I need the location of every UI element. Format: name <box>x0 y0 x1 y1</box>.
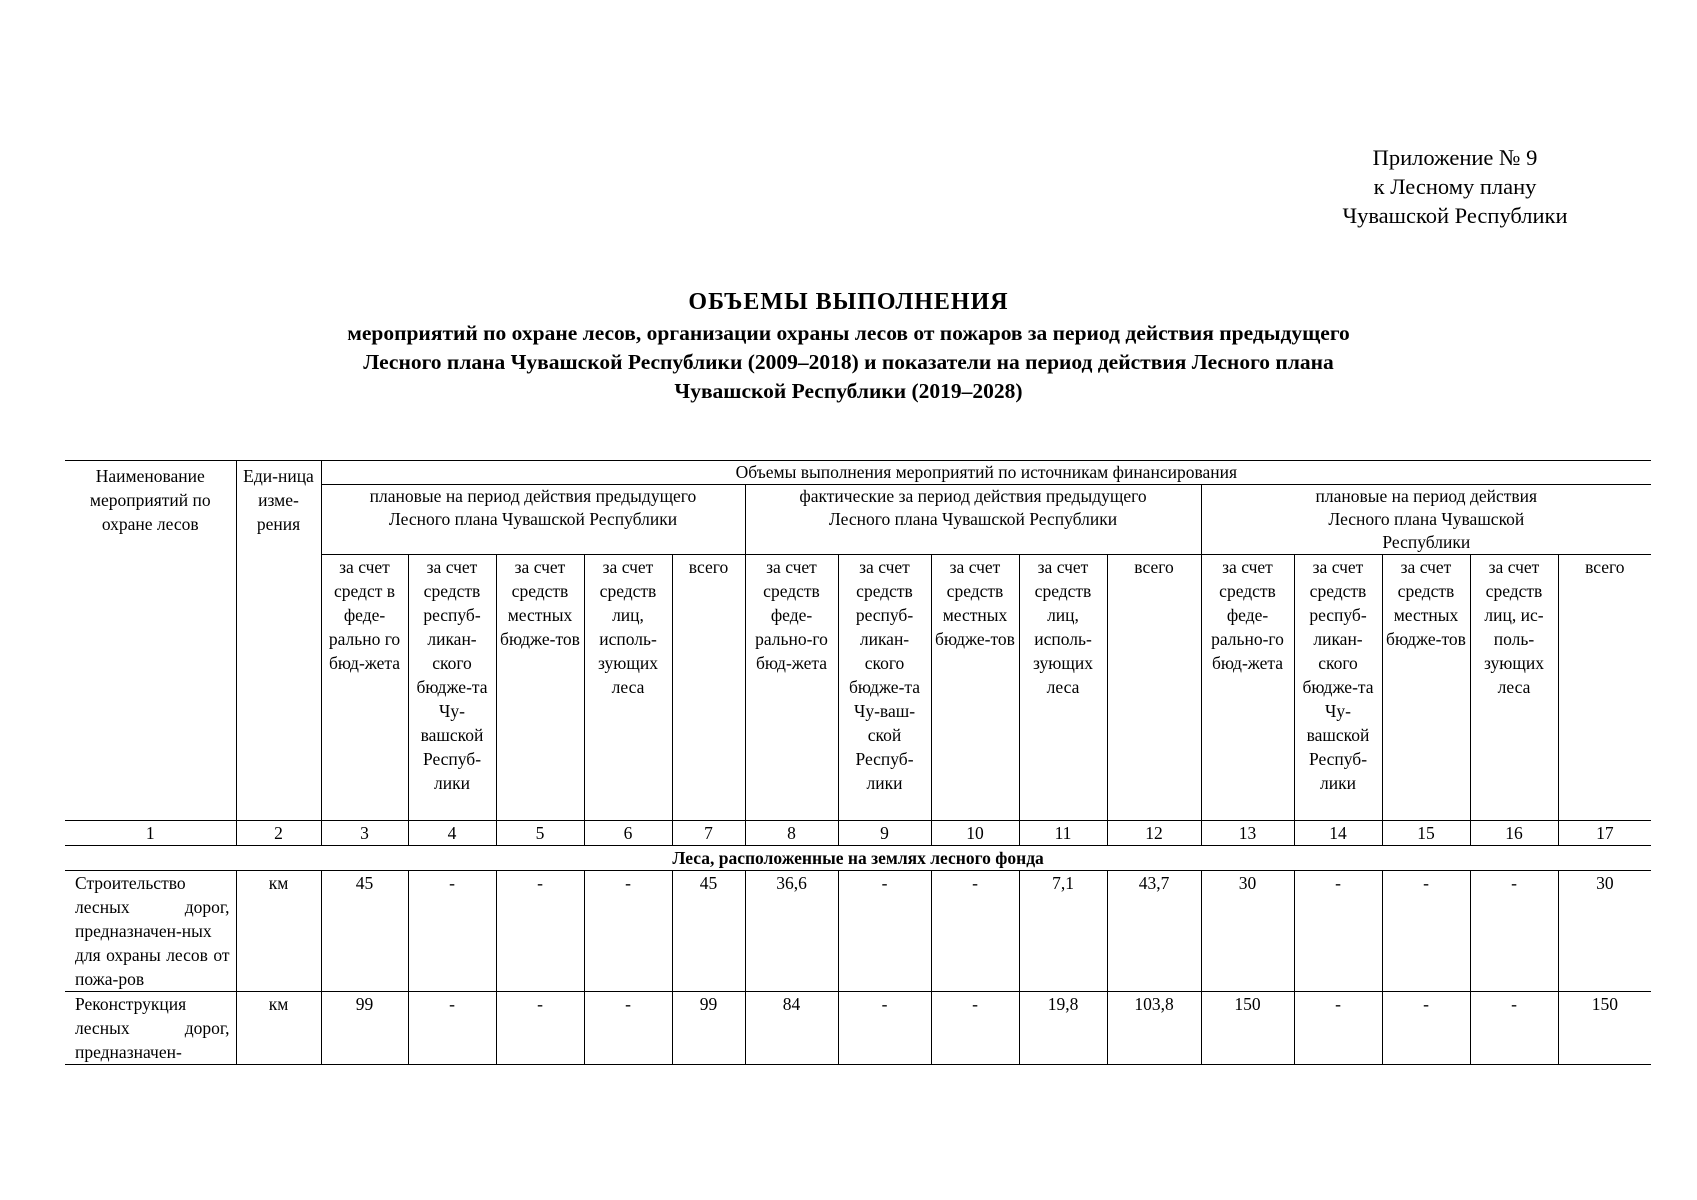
section-title: Леса, расположенные на землях лесного фонда <box>65 846 1651 871</box>
appendix-note <box>1290 143 1620 230</box>
header-g1-republic: за счет средств респуб-ликан-ского бюдже-та Чу-вашской Респуб-лики <box>408 555 496 821</box>
row-value: - <box>1294 871 1382 992</box>
column-numbers-row <box>65 821 1651 846</box>
title-line-3: Чувашской Республики (2019–2028) <box>674 379 1023 403</box>
row-unit: км <box>236 871 321 992</box>
appendix-line-2: к Лесному плану <box>1373 174 1537 199</box>
row-unit: км <box>236 992 321 1065</box>
column-number: 17 <box>1558 821 1651 846</box>
header-g3-local: за счет средств местных бюдже-тов <box>1382 555 1470 821</box>
column-number: 5 <box>496 821 584 846</box>
table-row <box>65 871 1651 992</box>
column-number: 1 <box>65 821 236 846</box>
header-g2-republic: за счет средств респуб-ликан-ского бюдже-та Чу-ваш-ской Респуб-лики <box>838 555 931 821</box>
column-number: 2 <box>236 821 321 846</box>
row-value: - <box>931 871 1019 992</box>
row-value: 103,8 <box>1107 992 1201 1065</box>
header-g3-federal: за счет средств феде-рально-го бюд-жета <box>1201 555 1294 821</box>
row-value: 99 <box>672 992 745 1065</box>
header-g2-federal: за счет средств феде-рально-го бюд-жета <box>745 555 838 821</box>
header-name: Наименование мероприятий по охране лесов <box>65 461 236 821</box>
row-value: - <box>1382 992 1470 1065</box>
row-value: 19,8 <box>1019 992 1107 1065</box>
row-value: 30 <box>1558 871 1651 992</box>
row-value: - <box>1382 871 1470 992</box>
header-g1-total: всего <box>672 555 745 821</box>
header-unit: Еди-ница изме-рения <box>236 461 321 821</box>
header-volumes: Объемы выполнения мероприятий по источникам финансирования <box>321 461 1651 485</box>
row-value: - <box>1294 992 1382 1065</box>
table-row <box>65 992 1651 1065</box>
column-number: 3 <box>321 821 408 846</box>
row-value: 150 <box>1201 992 1294 1065</box>
header-g3-republic: за счет средств респуб-ликан-ского бюдже-та Чу-вашской Респуб-лики <box>1294 555 1382 821</box>
header-g2-local: за счет средств местных бюдже-тов <box>931 555 1019 821</box>
header-group-actual-previous: фактические за период действия предыдущего Лесного плана Чувашской Республики <box>745 485 1201 555</box>
appendix-line-1: Приложение № 9 <box>1372 145 1538 170</box>
column-number: 7 <box>672 821 745 846</box>
column-number: 14 <box>1294 821 1382 846</box>
row-value: 84 <box>745 992 838 1065</box>
header-group-planned-previous: плановые на период действия предыдущего Лесного плана Чувашской Республики <box>321 485 745 555</box>
column-number: 9 <box>838 821 931 846</box>
volumes-table <box>65 460 1651 1065</box>
header-g1-users: за счет средств лиц, исполь-зующих леса <box>584 555 672 821</box>
header-g1-local: за счет средств местных бюдже-тов <box>496 555 584 821</box>
column-number: 4 <box>408 821 496 846</box>
row-value: 99 <box>321 992 408 1065</box>
title-line-1: мероприятий по охране лесов, организации охраны лесов от пожаров за период действия предыдущего <box>347 321 1350 345</box>
column-number: 13 <box>1201 821 1294 846</box>
row-value: - <box>496 871 584 992</box>
row-value: - <box>838 992 931 1065</box>
header-g3-users: за счет средств лиц, ис-поль-зующих леса <box>1470 555 1558 821</box>
column-number: 11 <box>1019 821 1107 846</box>
row-value: - <box>408 992 496 1065</box>
row-value: - <box>931 992 1019 1065</box>
title-main: ОБЪЕМЫ ВЫПОЛНЕНИЯ <box>688 289 1009 315</box>
row-value: - <box>1470 992 1558 1065</box>
row-value: 150 <box>1558 992 1651 1065</box>
row-value: 30 <box>1201 871 1294 992</box>
row-value: 36,6 <box>745 871 838 992</box>
header-g2-total: всего <box>1107 555 1201 821</box>
document-title <box>150 287 1547 406</box>
row-value: 45 <box>672 871 745 992</box>
row-value: - <box>584 992 672 1065</box>
row-value: - <box>1470 871 1558 992</box>
column-number: 6 <box>584 821 672 846</box>
appendix-line-3: Чувашской Республики <box>1342 203 1568 228</box>
header-g3-total: всего <box>1558 555 1651 821</box>
title-line-2: Лесного плана Чувашской Республики (2009–2018) и показатели на период действия Лесного плана <box>363 350 1334 374</box>
column-number: 12 <box>1107 821 1201 846</box>
row-value: - <box>838 871 931 992</box>
header-group-planned-current: плановые на период действия Лесного плана Чувашской Республики <box>1201 485 1651 555</box>
column-number: 16 <box>1470 821 1558 846</box>
row-name: Реконструкция лесных дорог, предназначен- <box>65 992 236 1065</box>
column-number: 10 <box>931 821 1019 846</box>
row-value: 43,7 <box>1107 871 1201 992</box>
column-number: 8 <box>745 821 838 846</box>
row-value: - <box>408 871 496 992</box>
header-g2-users: за счет средств лиц, исполь-зующих леса <box>1019 555 1107 821</box>
column-number: 15 <box>1382 821 1470 846</box>
row-value: - <box>584 871 672 992</box>
row-name: Строительство лесных дорог, предназначен-ных для охраны лесов от пожа-ров <box>65 871 236 992</box>
row-value: 7,1 <box>1019 871 1107 992</box>
header-g1-federal: за счет средст в феде-рально го бюд-жета <box>321 555 408 821</box>
row-value: 45 <box>321 871 408 992</box>
row-value: - <box>496 992 584 1065</box>
